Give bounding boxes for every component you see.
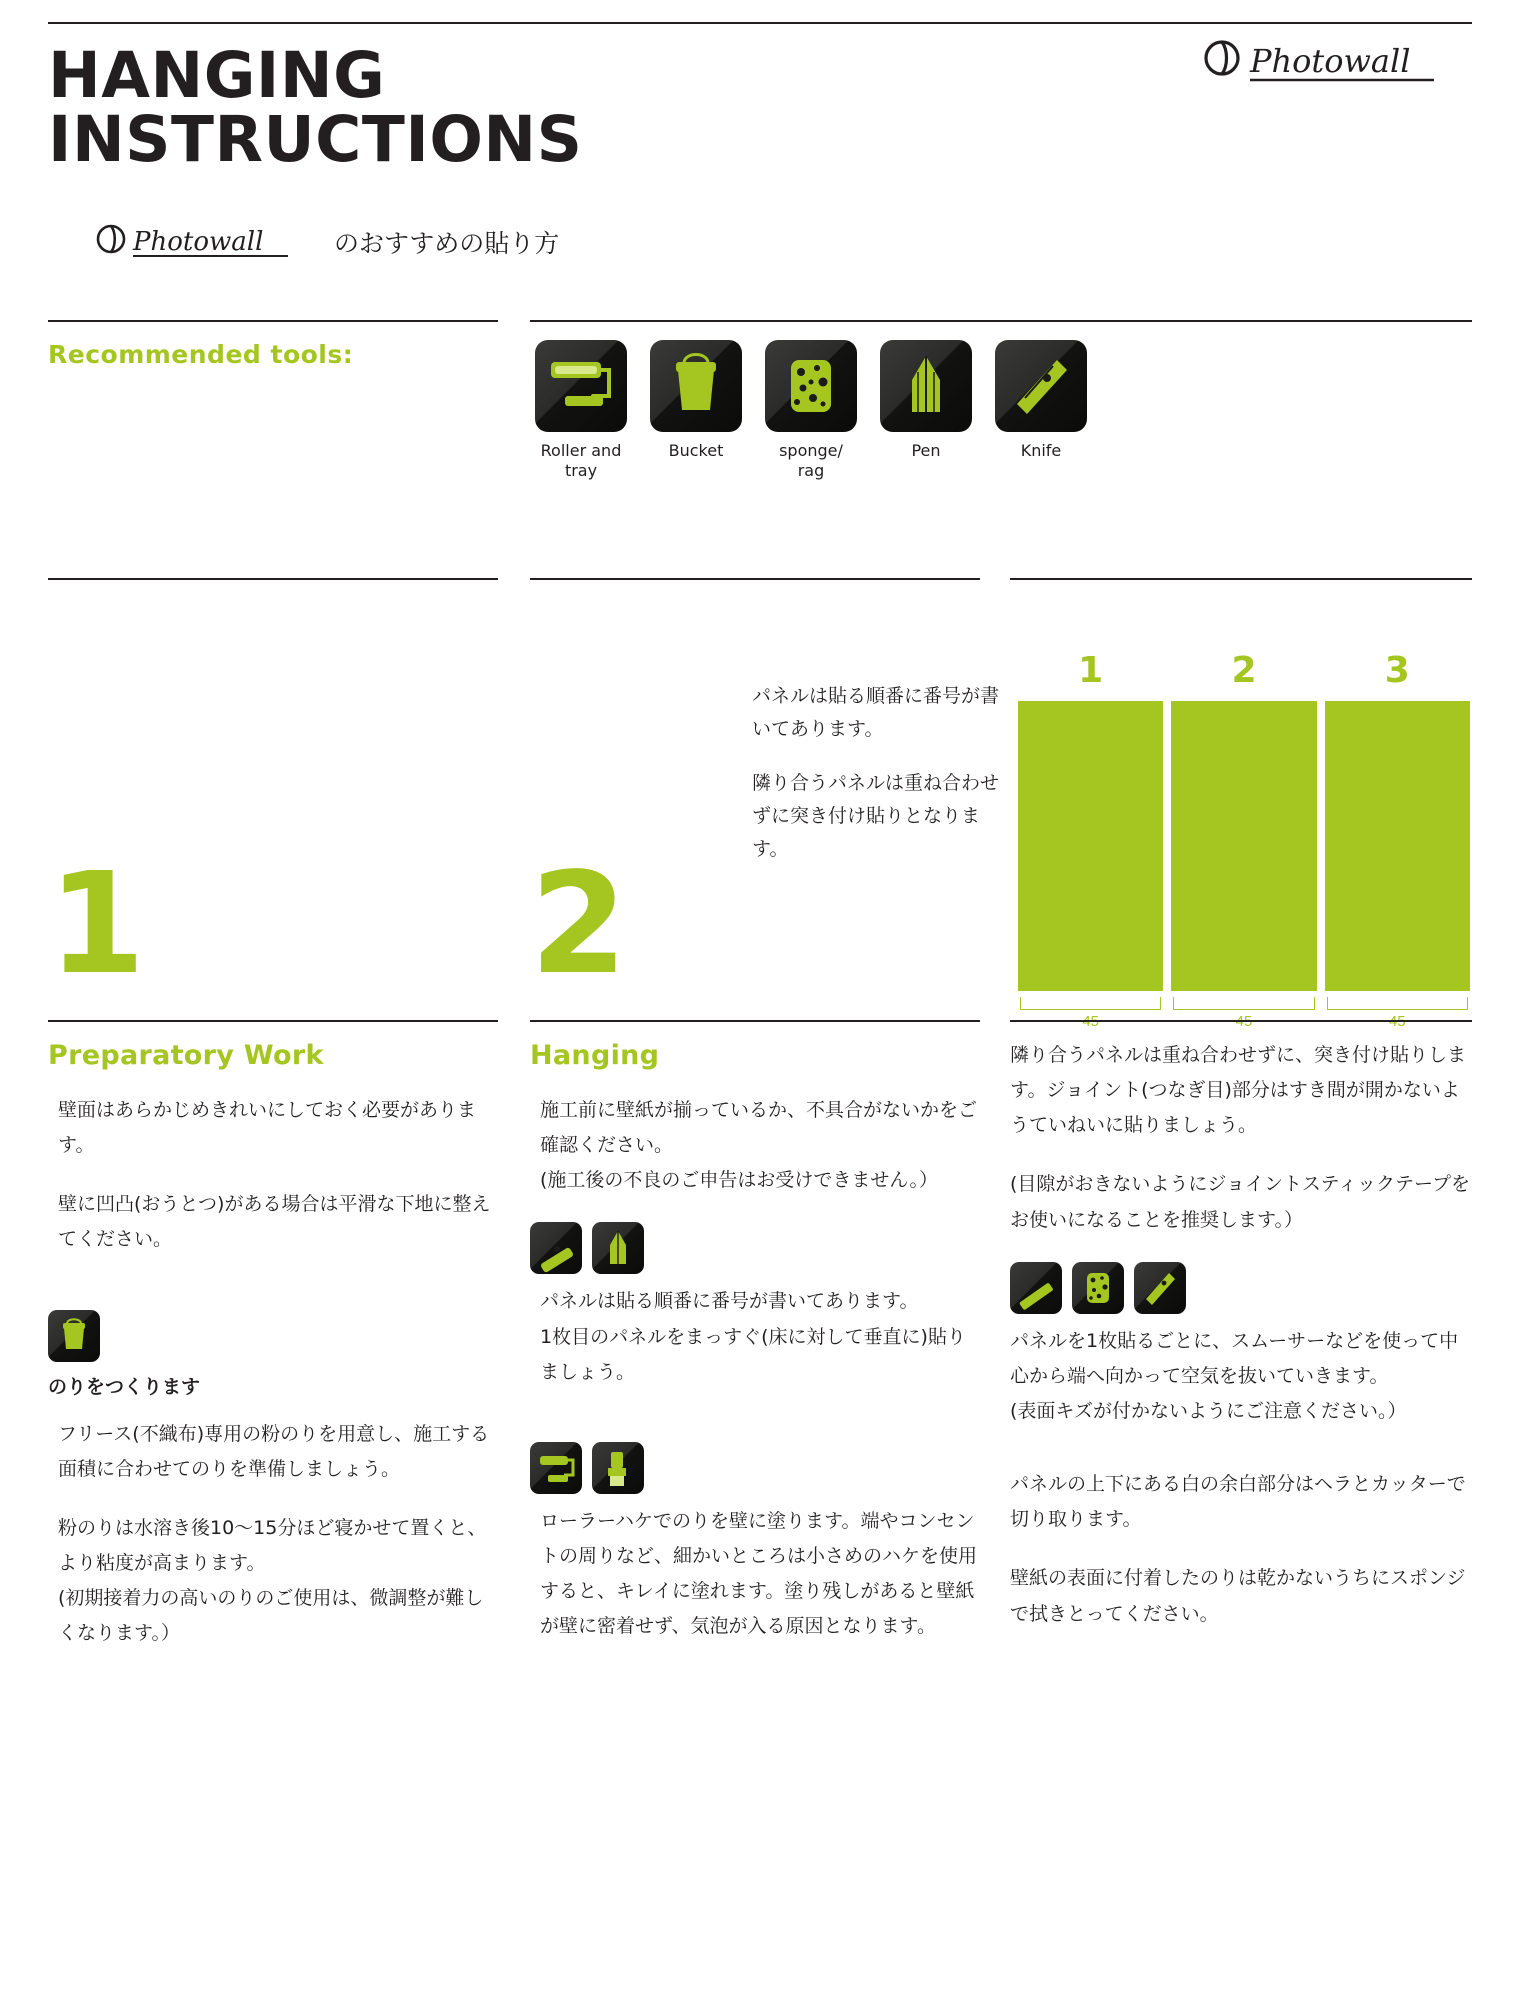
heading-preparatory-work: Preparatory Work <box>48 1040 324 1071</box>
hanging-paragraph-4: 1枚目のパネルをまっすぐ(床に対して垂直に)貼りましょう。 <box>540 1325 966 1383</box>
prep-paragraph-2: 壁に凹凸(おうとつ)がある場合は平滑な下地に整えてください。 <box>58 1193 491 1251</box>
panel-numbers <box>1018 650 1470 691</box>
tool-caption: Roller and tray <box>540 441 622 480</box>
prep-paragraph-1: 壁面はあらかじめきれいにしておく必要があります。 <box>58 1099 477 1157</box>
roller-icon <box>535 340 627 432</box>
panel-diagram <box>1018 650 1470 1030</box>
panel-note-p2: 隣り合うパネルは重ね合わせずに突き付け貼りとなります。 <box>752 771 1000 860</box>
hanging-paragraph-2: (施工後の不良のご申告はお受けできません。） <box>540 1169 939 1192</box>
bucket-icon <box>650 340 742 432</box>
top-divider <box>48 22 1472 24</box>
panel-dimensions <box>1018 995 1470 1030</box>
knife-icon <box>1134 1262 1186 1314</box>
panel-number-1: 1 <box>1078 650 1104 691</box>
join-paragraph-5: パネルの上下にある白の余白部分はヘラとカッターで切り取ります。 <box>1010 1473 1466 1531</box>
column-divider-left <box>48 1020 498 1022</box>
join-paragraph-3: パネルを1枚貼るごとに、スムーサーなどを使って中心から端へ向かって空気を抜いていきます。 <box>1010 1329 1459 1387</box>
panel-bar-2 <box>1171 701 1316 991</box>
column-divider-right <box>1010 1020 1472 1022</box>
tools-row <box>535 340 1087 481</box>
smoother-icon <box>1010 1262 1062 1314</box>
panel-number-2: 2 <box>1231 650 1257 691</box>
tool-caption: Pen <box>911 441 941 460</box>
tool-roller <box>535 340 627 481</box>
hanging-paragraph-3: パネルは貼る順番に番号が書いてあります。 <box>540 1290 919 1313</box>
sponge-icon <box>1072 1262 1124 1314</box>
hanging-paragraph-1: 施工前に壁紙が揃っているか、不具合がないかをご確認ください。 <box>540 1099 978 1157</box>
subtitle-text: のおすすめの貼り方 <box>334 229 560 258</box>
roller-icon <box>530 1442 582 1494</box>
level-icon <box>530 1222 582 1274</box>
tools-divider-right <box>530 320 1472 322</box>
panel-bar-1 <box>1018 701 1163 991</box>
tool-caption: Bucket <box>668 441 724 460</box>
prep-chip-row <box>48 1310 498 1362</box>
join-chip-row <box>1010 1262 1472 1314</box>
join-paragraph-1: 隣り合うパネルは重ね合わせずに、突き付け貼りします。ジョイント(つなぎ目)部分はすき間が開かないようていねいに貼りましょう。 <box>1010 1044 1467 1137</box>
tool-caption: Knife <box>1020 441 1062 460</box>
tool-knife <box>995 340 1087 481</box>
mid-divider-right <box>1010 578 1472 580</box>
mid-divider-middle <box>530 578 980 580</box>
bucket-icon <box>48 1310 100 1362</box>
heading-hanging: Hanging <box>530 1040 660 1071</box>
column-preparatory-work <box>48 1040 498 1675</box>
column-divider-middle <box>530 1020 980 1022</box>
tool-sponge <box>765 340 857 481</box>
photowall-logo <box>1202 36 1472 90</box>
subtitle-row <box>95 222 559 262</box>
prep-paragraph-5: (初期接着力の高いのりのご使用は、微調整が難しくなります。） <box>58 1587 484 1645</box>
title-line-1: HANGING <box>48 39 386 112</box>
panel-bar-3 <box>1325 701 1470 991</box>
column-joining <box>1010 1040 1472 1656</box>
svg-text:Photowall: Photowall <box>1250 42 1411 80</box>
prep-sub-heading: のりをつくります <box>48 1375 201 1398</box>
hanging-paragraph-5: ローラーハケでのりを壁に塗ります。端やコンセントの周りなど、細かいところは小さめのハケを使用すると、キレイに塗れます。塗り残しがあると壁紙が壁に密着せず、気泡が入る原因となります。 <box>540 1509 978 1638</box>
panel-dim-1 <box>1018 995 1163 1030</box>
knife-icon <box>995 340 1087 432</box>
panel-dim-2 <box>1171 995 1316 1030</box>
photowall-logo-small <box>95 222 320 262</box>
tool-bucket <box>650 340 742 481</box>
join-paragraph-4: (表面キズが付かないようにご注意ください。） <box>1010 1399 1407 1422</box>
step-number-1: 1 <box>48 843 146 1006</box>
panel-bars <box>1018 701 1470 991</box>
title-line-2: INSTRUCTIONS <box>48 103 583 177</box>
recommended-tools-label: Recommended tools: <box>48 340 354 369</box>
step-number-2: 2 <box>530 843 628 1006</box>
svg-text:Photowall: Photowall <box>133 227 264 257</box>
sponge-icon <box>765 340 857 432</box>
mid-divider-left <box>48 578 498 580</box>
page-title <box>48 39 583 177</box>
brush-icon <box>592 1442 644 1494</box>
tool-caption: sponge/ rag <box>779 441 843 480</box>
panel-number-3: 3 <box>1384 650 1410 691</box>
panel-note-p1: パネルは貼る順番に番号が書いてあります。 <box>752 685 1000 741</box>
tool-pen <box>880 340 972 481</box>
column-hanging <box>530 1040 980 1668</box>
prep-paragraph-4: 粉のりは水溶き後10〜15分ほど寝かせて置くと、より粘度が高まります。 <box>58 1516 487 1574</box>
panel-note <box>752 680 1012 886</box>
hanging-chip-row-1 <box>530 1222 980 1274</box>
hanging-chip-row-2 <box>530 1442 980 1494</box>
panel-dim-3 <box>1325 995 1470 1030</box>
pen-icon <box>592 1222 644 1274</box>
pen-icon <box>880 340 972 432</box>
join-paragraph-2: (目隙がおきないようにジョイントスティックテープをお使いになることを推奨します。） <box>1010 1173 1470 1231</box>
prep-paragraph-3: フリース(不織布)専用の粉のりを用意し、施工する面積に合わせてのりを準備しましょう。 <box>58 1422 490 1480</box>
tools-divider-left <box>48 320 498 322</box>
join-paragraph-6: 壁紙の表面に付着したのりは乾かないうちにスポンジで拭きとってください。 <box>1010 1567 1466 1625</box>
